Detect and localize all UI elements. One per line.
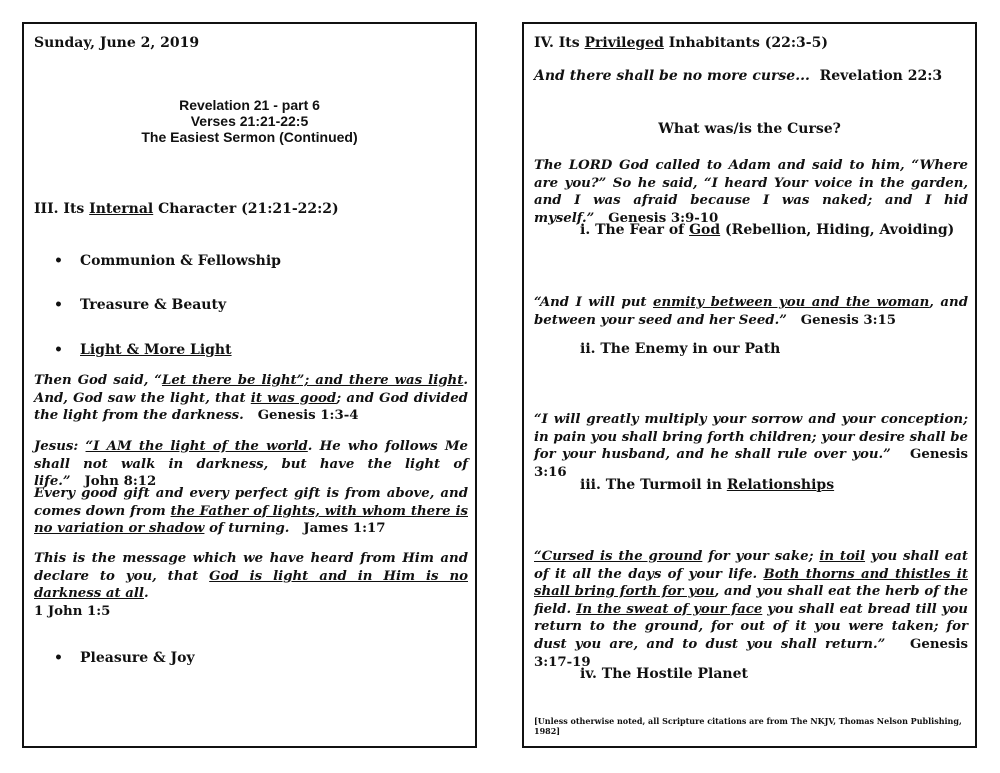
subpoint-fear-of-god: i. The Fear of God (Rebellion, Hiding, Avoiding) bbox=[580, 222, 955, 238]
scripture-ref: Genesis 3:17-19 bbox=[534, 636, 968, 670]
curse-heading: What was/is the Curse? bbox=[658, 121, 841, 137]
sermon-title bbox=[24, 97, 475, 145]
title-line-2: Verses 21:21-22:5 bbox=[190, 113, 309, 129]
quote-genesis-3-17: “Cursed is the ground for your sake; in toil you shall eat of it all the days of your life. Both thorns and thistles it shall bring forth for you, and you shall eat the herb of the field. In the sweat of your face you shall eat bread till you return to the ground, for out of it you were taken; for dust you are, and to dust you shall return.” Genesis 3:17-19 bbox=[534, 549, 968, 670]
scripture-ref: James 1:17 bbox=[303, 521, 386, 537]
curse-quote: And there shall be no more curse... Revelation 22:3 bbox=[534, 68, 943, 84]
section-4-heading: IV. Its Privileged Inhabitants (22:3-5) bbox=[534, 35, 828, 51]
quote-james-1: Every good gift and every perfect gift is from above, and comes down from the Father of lights, with whom there is no variation or shadow of turning. James 1:17 bbox=[34, 486, 468, 537]
section-3-heading: III. Its Internal Character (21:21-22:2) bbox=[34, 201, 339, 217]
left-page bbox=[22, 22, 477, 748]
quote-genesis-3-15: “And I will put enmity between you and the woman, and between your seed and her Seed.” Genesis 3:15 bbox=[534, 295, 968, 328]
quote-genesis-3-16: “I will greatly multiply your sorrow and your conception; in pain you shall bring forth children; your desire shall be for your husband, and he shall rule over you.” Genesis 3:16 bbox=[534, 412, 969, 480]
scripture-ref: Genesis 3:9-10 bbox=[608, 210, 719, 226]
bullet-communion: • Communion & Fellowship bbox=[54, 253, 281, 269]
subpoint-enemy: ii. The Enemy in our Path bbox=[580, 341, 781, 357]
quote-genesis-1: Then God said, “Let there be light”; and there was light. And, God saw the light, that it was good; and God divided the light from the darkness. Genesis 1:3-4 bbox=[34, 373, 469, 424]
bullet-icon: • bbox=[54, 342, 63, 358]
bullet-icon: • bbox=[54, 297, 63, 313]
bullet-icon: • bbox=[54, 253, 63, 269]
scripture-ref: Genesis 3:16 bbox=[534, 447, 969, 480]
bullet-icon: • bbox=[54, 650, 63, 666]
subpoint-turmoil: iii. The Turmoil in Relationships bbox=[580, 477, 835, 493]
sermon-date: Sunday, June 2, 2019 bbox=[34, 35, 200, 51]
scripture-ref: Revelation 22:3 bbox=[819, 68, 943, 84]
scripture-ref: Genesis 1:3-4 bbox=[257, 408, 359, 424]
scripture-ref: John 8:12 bbox=[84, 474, 157, 490]
scripture-ref: Genesis 3:15 bbox=[800, 312, 897, 328]
bullet-light: • Light & More Light bbox=[54, 342, 232, 358]
bullet-pleasure: • Pleasure & Joy bbox=[54, 650, 195, 666]
title-line-3: The Easiest Sermon (Continued) bbox=[141, 129, 358, 145]
bullet-treasure: • Treasure & Beauty bbox=[54, 297, 227, 313]
subpoint-hostile-planet: iv. The Hostile Planet bbox=[580, 666, 748, 682]
quote-john-8: Jesus: “I AM the light of the world. He who follows Me shall not walk in darkness, but have the light of life.” John 8:12 bbox=[34, 439, 469, 490]
quote-genesis-3-9: The LORD God called to Adam and said to him, “Where are you?” So he said, “I heard Your voice in the garden, and I was afraid because I was naked; and I hid myself.” Genesis 3:9-10 bbox=[534, 158, 968, 226]
scripture-ref: 1 John 1:5 bbox=[34, 603, 111, 619]
quote-1-john-1: This is the message which we have heard from Him and declare to you, that God is light and in Him is no darkness at all. 1 John 1:5 bbox=[34, 551, 468, 619]
right-page bbox=[522, 22, 977, 748]
footnote: [Unless otherwise noted, all Scripture citations are from The NKJV, Thomas Nelson Publishing, 1982] bbox=[534, 716, 962, 736]
title-line-1: Revelation 21 - part 6 bbox=[179, 97, 320, 113]
